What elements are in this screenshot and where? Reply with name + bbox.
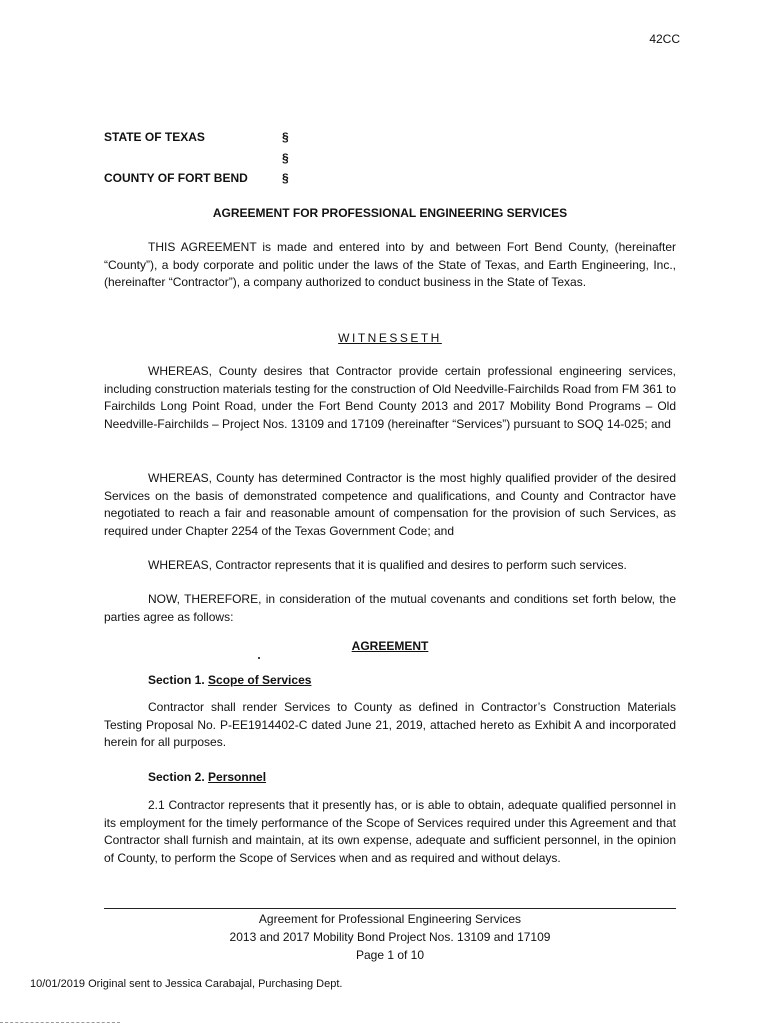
whereas-paragraph: WHEREAS, Contractor represents that it is qualified and desires to perform such services. bbox=[148, 558, 627, 572]
section-title: Scope of Services bbox=[208, 673, 312, 687]
section-1-text: Contractor shall render Services to County as defined in Contractor’s Construction Materials Testing Proposal No. P-EE1914402-C dated June 21, 2019, attached hereto as Exhibit A and incorporated herein for all purposes. bbox=[104, 700, 676, 749]
section-number: Section 2. bbox=[148, 770, 205, 784]
section-symbol: § bbox=[282, 171, 289, 185]
agreement-heading: AGREEMENT bbox=[351, 639, 429, 653]
therefore-paragraph: NOW, THEREFORE, in consideration of the mutual covenants and conditions set forth below, the parties agree as follows: bbox=[104, 592, 676, 624]
section-number: Section 1. bbox=[148, 673, 205, 687]
handling-note: 10/01/2019 Original sent to Jessica Carabajal, Purchasing Dept. bbox=[30, 978, 343, 990]
scan-speck bbox=[258, 657, 260, 659]
footer-rule bbox=[104, 908, 676, 909]
document-stamp: 42CC bbox=[649, 32, 680, 46]
scan-artifact bbox=[0, 1022, 120, 1023]
section-title: Personnel bbox=[208, 770, 267, 784]
footer-line: Agreement for Professional Engineering Services bbox=[258, 912, 522, 926]
caption-county: COUNTY OF FORT BEND bbox=[104, 171, 248, 185]
footer-line: 2013 and 2017 Mobility Bond Project Nos. 13109 and 17109 bbox=[229, 930, 551, 944]
section-symbol: § bbox=[282, 151, 289, 165]
caption-state: STATE OF TEXAS bbox=[104, 130, 205, 144]
section-2-text: 2.1 Contractor represents that it presently has, or is able to obtain, adequate qualified personnel in its employment for the timely performance of the Scope of Services required under this Agreement and that Contractor shall furnish and maintain, at its own expense, adequate and sufficient personnel, in the opinion of County, to perform the Scope of Services when and as required and without delays. bbox=[104, 798, 676, 865]
document-title: AGREEMENT FOR PROFESSIONAL ENGINEERING SERVICES bbox=[212, 206, 568, 220]
section-2-heading bbox=[148, 770, 266, 784]
whereas-paragraph: WHEREAS, County desires that Contractor provide certain professional engineering services, including construction materials testing for the construction of Old Needville-Fairchilds Road from FM 361 to Fairchilds Long Point Road, under the Fort Bend County 2013 and 2017 Mobility Bond Programs – Old Needville-Fairchilds – Project Nos. 13109 and 17109 (hereinafter “Services”) pursuant to SOQ 14-025; and bbox=[104, 364, 676, 431]
whereas-paragraph: WHEREAS, County has determined Contractor is the most highly qualified provider of the desired Services on the basis of demonstrated competence and qualifications, and County and Contractor have negotiated to reach a fair and reasonable amount of compensation for the provision of such Services, as required under Chapter 2254 of the Texas Government Code; and bbox=[104, 471, 676, 538]
section-1-heading bbox=[148, 673, 311, 687]
page-number: Page 1 of 10 bbox=[355, 948, 425, 962]
section-symbol: § bbox=[282, 130, 289, 144]
witnesseth-heading: WITNESSETH bbox=[338, 331, 442, 345]
intro-paragraph: THIS AGREEMENT is made and entered into by and between Fort Bend County, (hereinafter “County”), a body corporate and politic under the laws of the State of Texas, and Earth Engineering, Inc., (hereinafter “Contractor”), a company authorized to conduct business in the State of Texas. bbox=[104, 240, 676, 289]
